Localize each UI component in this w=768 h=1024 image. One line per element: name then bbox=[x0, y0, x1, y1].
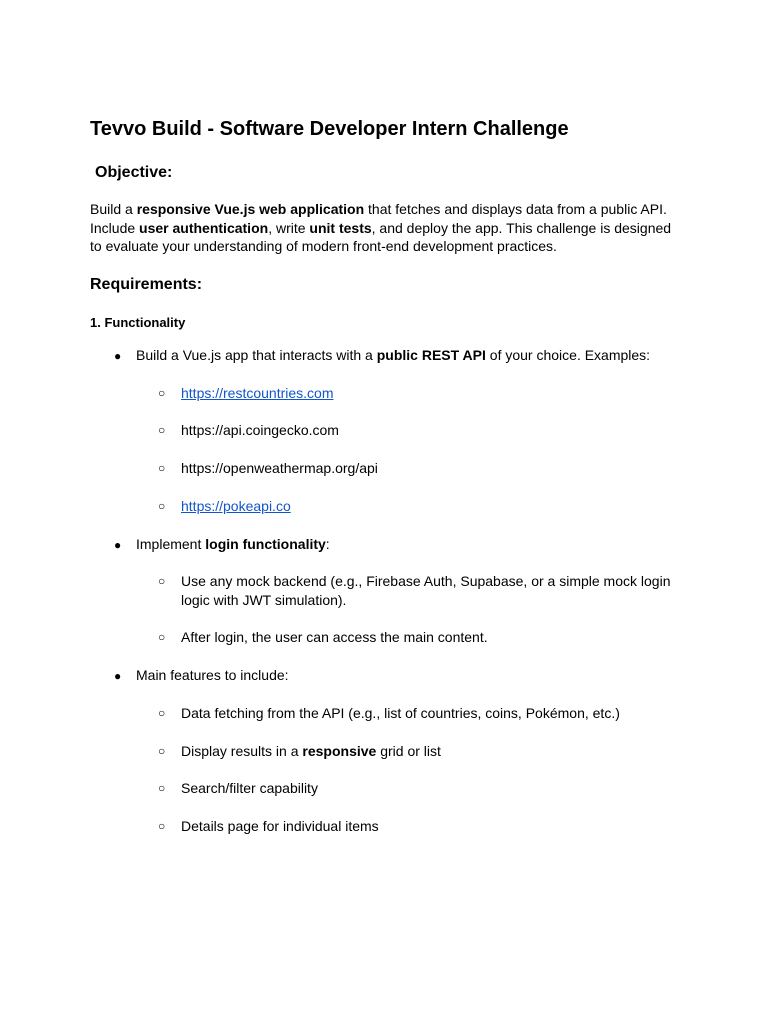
bullet-disc-icon: ● bbox=[114, 669, 122, 683]
objective-paragraph bbox=[90, 200, 680, 256]
objective-text-2: that fetches and displays data from a public API. Include bbox=[90, 201, 667, 236]
list-item-text: : bbox=[325, 536, 330, 552]
list-item: https://openweathermap.org/api bbox=[181, 460, 378, 476]
link-pokeapi[interactable]: https://pokeapi.co bbox=[181, 498, 291, 514]
link-restcountries[interactable]: https://restcountries.com bbox=[181, 385, 334, 401]
list-item: After login, the user can access the main content. bbox=[181, 629, 488, 645]
requirements-heading: Requirements: bbox=[90, 276, 203, 293]
list-item-text: Display results in a bbox=[181, 743, 303, 759]
bullet-circle-icon: ○ bbox=[158, 706, 166, 720]
objective-text-4: , and deploy the app. This challenge is designed to evaluate your understanding of modern front-end development practices. bbox=[90, 219, 672, 254]
list-item bbox=[181, 742, 681, 761]
list-item-text: of your choice. Examples: bbox=[485, 347, 651, 363]
list-item bbox=[181, 384, 681, 403]
list-item-text: Implement bbox=[136, 536, 206, 552]
list-item bbox=[136, 346, 650, 365]
objective-heading: Objective: bbox=[95, 164, 173, 181]
list-item-text: Build a Vue.js app that interacts with a bbox=[136, 347, 377, 363]
bullet-circle-icon: ○ bbox=[158, 574, 166, 588]
document-title: Tevvo Build - Software Developer Intern Challenge bbox=[90, 118, 569, 140]
bullet-circle-icon: ○ bbox=[158, 461, 166, 475]
bullet-circle-icon: ○ bbox=[158, 819, 166, 833]
objective-text-3: , write bbox=[268, 219, 310, 236]
bullet-circle-icon: ○ bbox=[158, 744, 166, 758]
bullet-circle-icon: ○ bbox=[158, 781, 166, 795]
list-item: https://api.coingecko.com bbox=[181, 422, 339, 438]
bullet-circle-icon: ○ bbox=[158, 630, 166, 644]
objective-bold-3: unit tests bbox=[309, 219, 372, 236]
list-item: Main features to include: bbox=[136, 667, 289, 683]
list-item bbox=[181, 497, 681, 516]
list-item-bold: responsive bbox=[302, 743, 377, 759]
list-item: Details page for individual items bbox=[181, 818, 379, 834]
bullet-disc-icon: ● bbox=[114, 538, 122, 552]
objective-text-1: Build a bbox=[90, 201, 137, 217]
list-item: Use any mock backend (e.g., Firebase Auth, Supabase, or a simple mock login logic with JWT simulation). bbox=[181, 573, 671, 608]
list-item-text: grid or list bbox=[376, 743, 441, 759]
bullet-disc-icon: ● bbox=[114, 349, 122, 363]
bullet-circle-icon: ○ bbox=[158, 499, 166, 513]
list-item-bold: login functionality bbox=[205, 536, 326, 552]
functionality-heading: 1. Functionality bbox=[90, 315, 186, 330]
bullet-circle-icon: ○ bbox=[158, 423, 166, 437]
list-item: Data fetching from the API (e.g., list of countries, coins, Pokémon, etc.) bbox=[181, 705, 620, 721]
list-item: Search/filter capability bbox=[181, 780, 318, 796]
objective-bold-1: responsive Vue.js web application bbox=[136, 201, 365, 217]
objective-bold-2: user authentication bbox=[139, 219, 269, 236]
bullet-circle-icon: ○ bbox=[158, 386, 166, 400]
list-item-bold: public REST API bbox=[376, 347, 486, 363]
list-item bbox=[136, 535, 330, 554]
